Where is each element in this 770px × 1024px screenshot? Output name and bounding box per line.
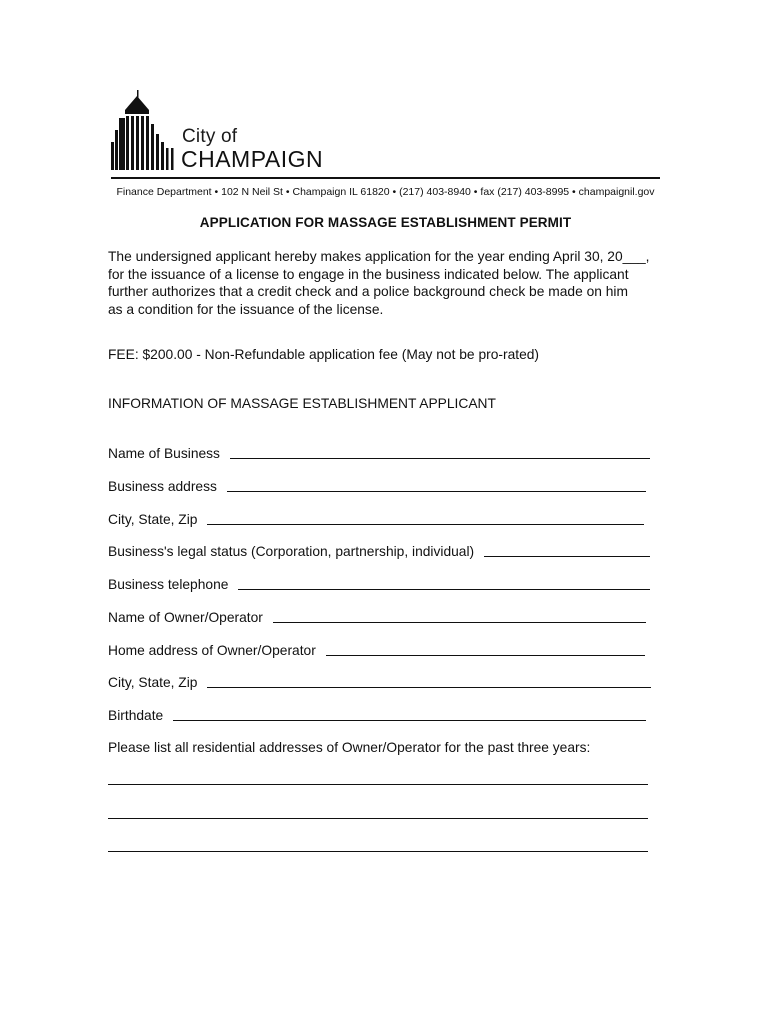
business-address-input-line[interactable] [227, 490, 646, 492]
business-city-state-zip-input-line[interactable] [207, 523, 644, 525]
field-business-address [108, 475, 646, 495]
legal-status-input-line[interactable] [484, 555, 650, 557]
field-home-address-owner [108, 639, 645, 659]
field-business-city-state-zip [108, 508, 644, 528]
residential-address-line-2[interactable] [108, 818, 648, 819]
field-label: Business's legal status (Corporation, partnership, individual) [108, 544, 475, 559]
city-of-champaign-logo [111, 90, 331, 172]
owner-city-state-zip-input-line[interactable] [207, 686, 651, 688]
field-label: Business address [108, 479, 217, 494]
section-heading: INFORMATION OF MASSAGE ESTABLISHMENT APPLICANT [108, 396, 496, 411]
field-label: City, State, Zip [108, 675, 198, 690]
header-divider [111, 177, 660, 179]
name-of-business-input-line[interactable] [230, 457, 650, 459]
form-title: APPLICATION FOR MASSAGE ESTABLISHMENT PERMIT [199, 215, 572, 230]
field-birthdate [108, 704, 646, 724]
intro-paragraph: The undersigned applicant hereby makes application for the year ending April 30, 20___, for the issuance of a license to engage in the business indicated below. The applicant further authorizes that a credit check and a police background check be made on him as a condition for the issuance of the license. [108, 249, 650, 317]
field-label: Name of Owner/Operator [108, 610, 263, 625]
field-label: Birthdate [108, 708, 164, 723]
field-legal-status [108, 540, 650, 560]
logo-text-champaign: CHAMPAIGN [181, 146, 324, 172]
field-label: Business telephone [108, 577, 229, 592]
department-address: Finance Department • 102 N Neil St • Champaign IL 61820 • (217) 403-8940 • fax (217) 403-8995 • champaignil.gov [116, 186, 655, 198]
field-name-of-business [108, 442, 650, 462]
residential-addresses-prompt: Please list all residential addresses of Owner/Operator for the past three years: [108, 740, 591, 755]
city-skyline-icon [111, 90, 175, 172]
field-name-of-owner [108, 606, 646, 626]
field-business-telephone [108, 573, 650, 593]
home-address-owner-input-line[interactable] [326, 654, 645, 656]
residential-address-line-1[interactable] [108, 784, 648, 785]
business-telephone-input-line[interactable] [238, 588, 650, 590]
field-label: Home address of Owner/Operator [108, 643, 316, 658]
logo-text-city-of: City of [182, 126, 238, 147]
name-of-owner-input-line[interactable] [273, 621, 646, 623]
residential-address-line-3[interactable] [108, 851, 648, 852]
birthdate-input-line[interactable] [173, 719, 646, 721]
field-owner-city-state-zip [108, 671, 651, 691]
field-label: City, State, Zip [108, 512, 198, 527]
fee-statement: FEE: $200.00 - Non-Refundable application fee (May not be pro-rated) [108, 347, 540, 362]
field-label: Name of Business [108, 446, 220, 461]
